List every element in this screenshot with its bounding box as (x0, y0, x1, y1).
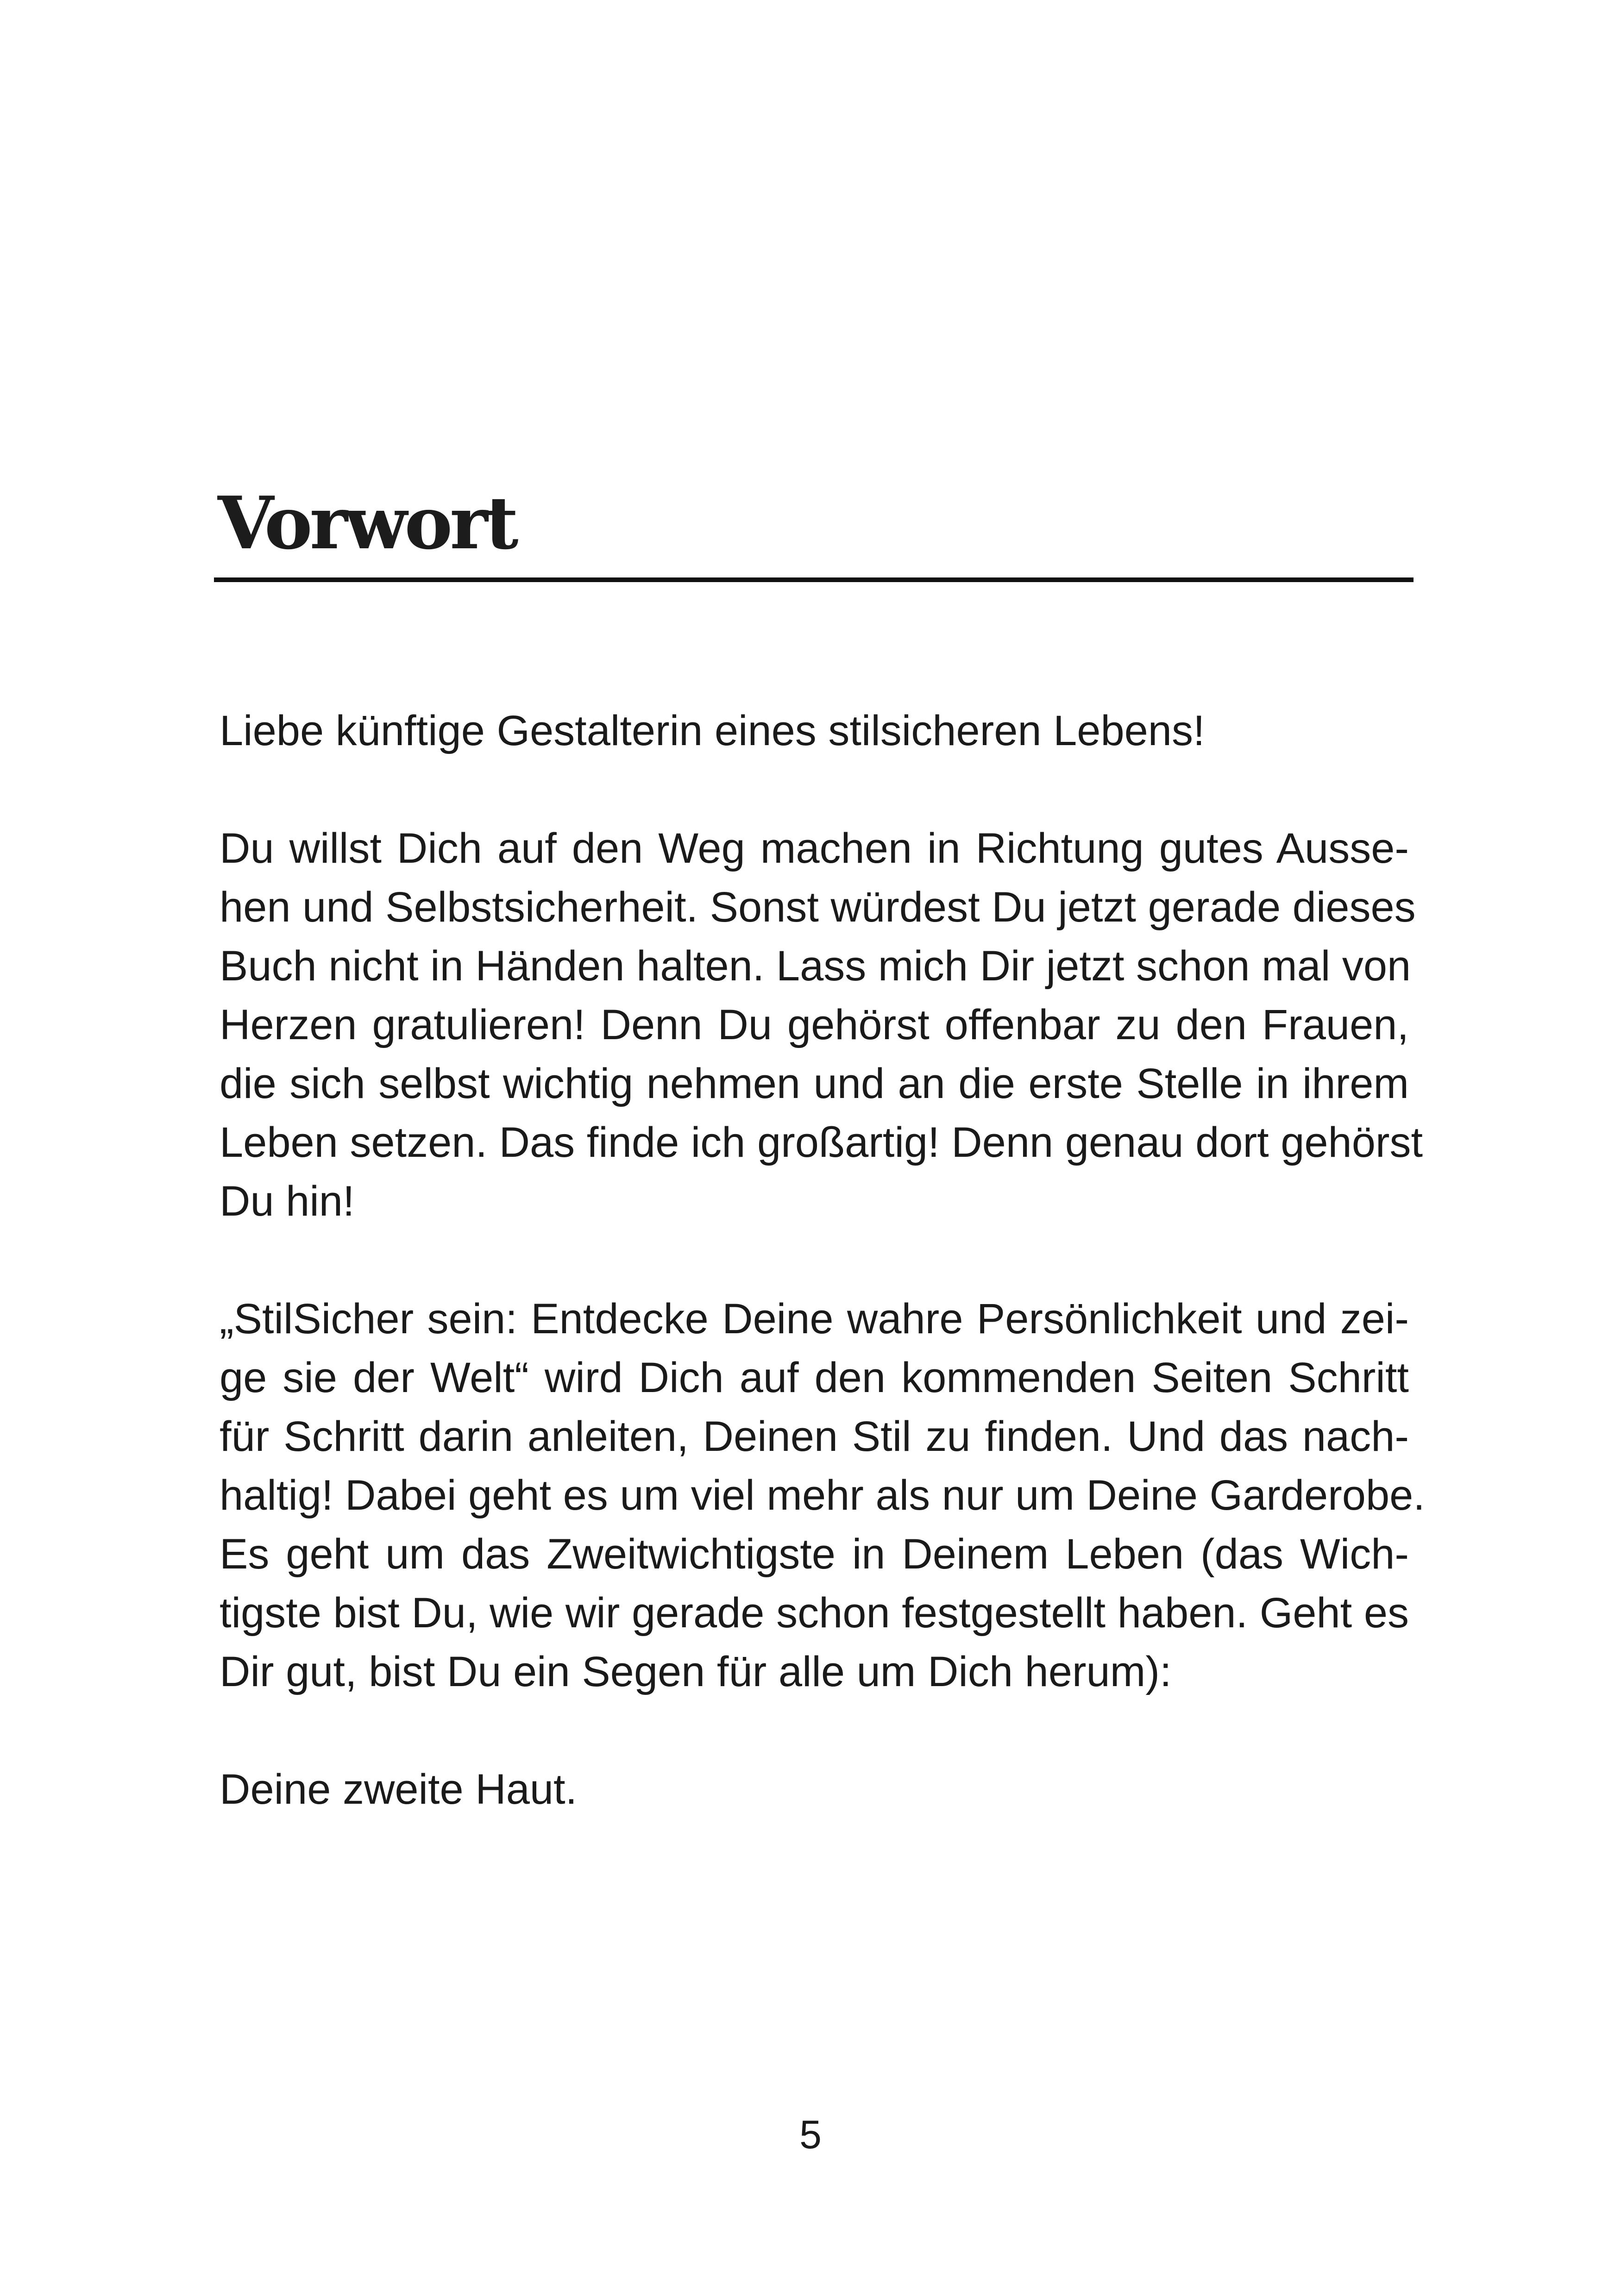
heading-underline (214, 577, 1414, 582)
text-line: haltig! Dabei geht es um viel mehr als nur um Deine Garderobe. (220, 1472, 1425, 1519)
text-line: Liebe künftige Gestalterin eines stilsicheren Lebens! (220, 707, 1205, 754)
text-line: für Schritt darin anleiten, Deinen Stil zu finden. Und das nach- (220, 1413, 1409, 1460)
text-line: tigste bist Du, wie wir gerade schon festgestellt haben. Geht es (220, 1589, 1409, 1637)
text-line: Du willst Dich auf den Weg machen in Richtung gutes Ausse- (220, 825, 1409, 872)
text-line: Leben setzen. Das finde ich großartig! Denn genau dort gehörst (220, 1119, 1423, 1166)
paragraph-intro (220, 819, 1423, 1231)
chapter-heading: Vorwort (218, 481, 516, 565)
text-line: Du hin! (220, 1178, 355, 1225)
text-line: die sich selbst wichtig nehmen und an die erste Stelle in ihrem (220, 1060, 1409, 1107)
text-line: Deine zweite Haut. (220, 1766, 578, 1813)
text-line: Buch nicht in Händen halten. Lass mich Dir jetzt schon mal von (220, 942, 1411, 990)
text-line: Dir gut, bist Du ein Segen für alle um Dich herum): (220, 1648, 1172, 1695)
paragraph-closing (220, 1760, 1409, 1819)
text-line: ge sie der Welt“ wird Dich auf den kommenden Seiten Schritt (220, 1354, 1409, 1401)
paragraph-greeting (220, 702, 1409, 760)
text-line: hen und Selbstsicherheit. Sonst würdest Du jetzt gerade dieses (220, 884, 1416, 931)
body-text (220, 702, 1425, 1878)
text-line: Herzen gratulieren! Denn Du gehörst offenbar zu den Frauen, (220, 1001, 1409, 1048)
text-line: „StilSicher sein: Entdecke Deine wahre Persönlichkeit und zei- (220, 1295, 1409, 1342)
paragraph-book-purpose (220, 1290, 1425, 1701)
text-line: Es geht um das Zweitwichtigste in Deinem Leben (das Wich- (220, 1531, 1409, 1578)
page-number: 5 (799, 2113, 822, 2157)
